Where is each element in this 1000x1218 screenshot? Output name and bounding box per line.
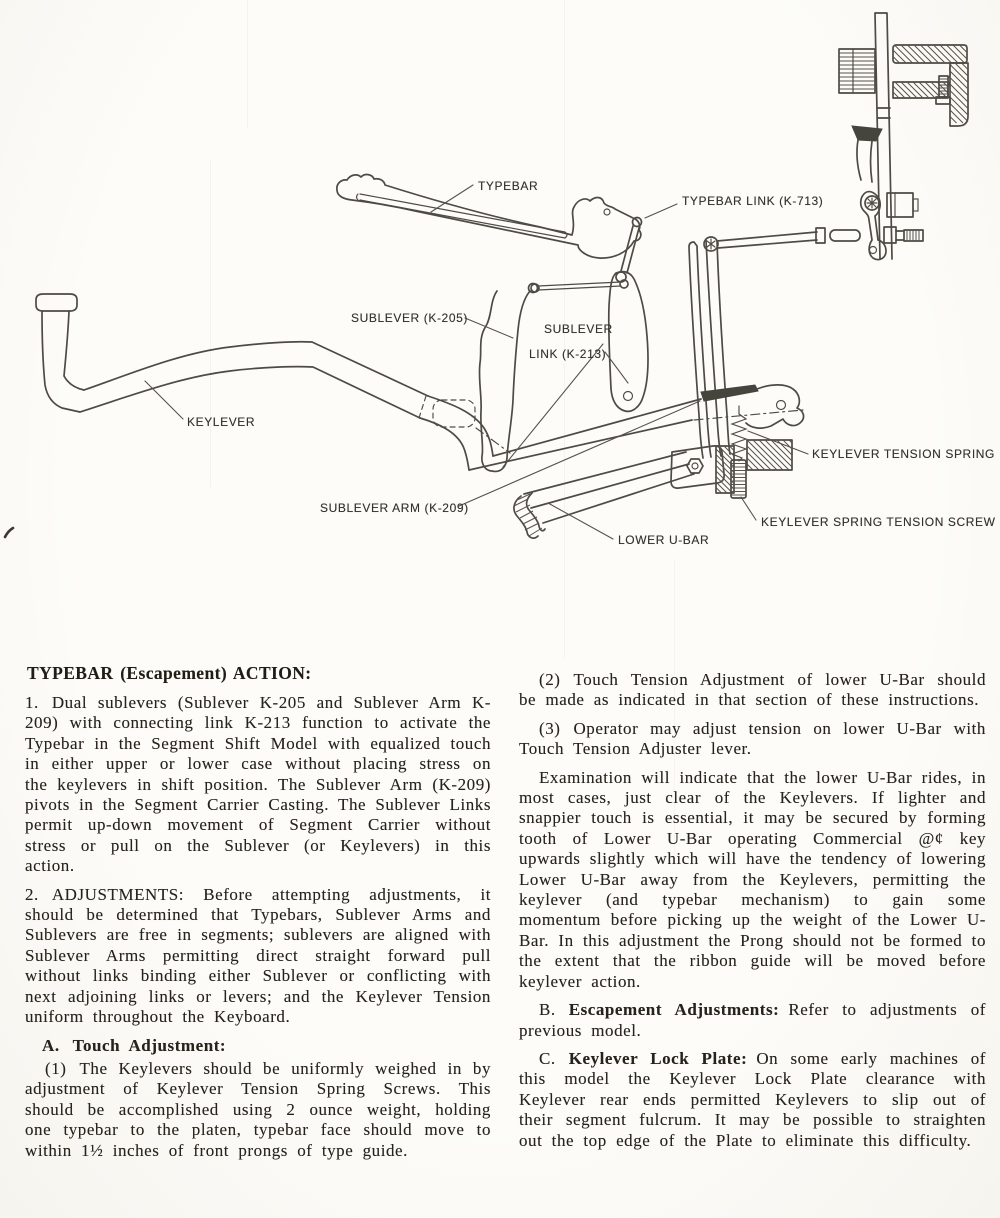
paragraph-c [519,1049,986,1151]
paragraph-2 [25,885,491,1028]
paragraph-text: Touch Tension Adjustment of lower U-Bar should be made as indicated in that section of these instructions. [519,670,986,710]
subheading-a [25,1036,491,1056]
subheading-letter: A. [42,1035,60,1055]
left-column [25,662,491,1169]
lower-u-bar-drawing [514,446,724,538]
subheading-title: Touch Adjustment: [72,1035,227,1055]
pen-mark [5,528,13,537]
paragraph-1 [25,693,491,877]
paragraph-number: (1) [45,1058,67,1078]
paragraph-examination [519,768,986,992]
subheading-letter: B. [539,1000,556,1020]
paragraph-number: (2) [539,670,561,689]
sublever-label: SUBLEVER (K-205) [351,311,468,325]
escapement-mechanism-drawing [839,13,968,260]
sublever-link-label-line1: SUBLEVER [544,322,613,336]
typebar-link-label: TYPEBAR LINK (K-713) [682,194,824,208]
subheading-letter: C. [539,1048,556,1068]
typebar-label: TYPEBAR [478,179,539,193]
sublever-drawing [479,280,628,471]
right-column [519,670,986,1159]
subheading-title: Escapement Adjustments: [568,1000,780,1020]
paragraph-a1 [25,1059,491,1161]
paragraph-number: 1. [25,693,39,712]
paragraph-number: 2. [25,884,39,904]
paragraph-text: Examination will indicate that the lower U-Bar rides, in most cases, just clear of the Keylevers. If lighter and snappier touch is essential, it may be secured by forming tooth of Lower U-Bar operating Commercial @¢ key upwards slightly which will have the tendency of lowering Lower U-Bar away from the Keylevers, permitting the keylever (and typebar mechanism) to gain some momentum before picking up the weight of the Lower U-Bar. In this adjustment the Prong should not be formed to the extent that the ribbon guide will be moved before keylever action. [519,767,986,991]
keylever-label: KEYLEVER [187,415,256,429]
keylever-spring-tension-screw-label: KEYLEVER SPRING TENSION SCREW [761,515,996,529]
paragraph-text: On some early machines of this model the Keylever Lock Plate clearance with Keylever rear ends permitted Keylevers to slip out of their segment fulcrum. It may be possible to straighten out the top edge of the Plate to eliminate this difficulty. [519,1048,986,1150]
paragraph-b [519,1000,986,1041]
paragraph-text: ADJUSTMENTS: Before attempting adjustments, it should be determined that Typebars, Sublever Arms and Sublevers are free in segments; sublevers are aligned with Sublever Arms permitting direct straight forward pull without links binding either Sublever or conflicting with next adjoining links or levers; and the Keylever Tension uniform throughout the Keyboard. [25,884,491,1027]
paragraph-text: Refer to adjustments of previous model. [519,1000,986,1040]
paragraph-a2 [519,670,986,711]
paragraph-text: Dual sublevers (Sublever K-205 and Sublever Arm K-209) with connecting link K-213 function to activate the Typebar in the Segment Shift Model with equalized touch in either upper or lower case without placing stress on the keylevers in shift position. The Sublever Arm (K-209) pivots in the Segment Carrier Casting. The Sublever Links permit up-down movement of Segment Carrier without stress or pull on the Sublever (or Keylevers) in this action. [25,693,492,876]
paragraph-number: (3) [539,718,561,738]
sublever-arm-label: SUBLEVER ARM (K-209) [320,501,469,515]
section-heading: TYPEBAR (Escapement) ACTION: [27,663,312,683]
paragraph-text: The Keylevers should be uniformly weighed in by adjustment of Keylever Tension Spring Screws. This should be accomplished using 2 ounce weight, holding one typebar to the platen, typebar face should move to within 1½ inches of front prongs of type guide. [25,1058,491,1160]
subheading-title: Keylever Lock Plate: [568,1048,748,1068]
keylever-tension-spring-label: KEYLEVER TENSION SPRING [812,447,995,461]
lower-u-bar-label: LOWER U-BAR [618,533,710,547]
paragraph-a3 [519,719,986,760]
sublever-link-label-line2: LINK (K-213) [529,347,607,361]
paragraph-text: Operator may adjust tension on lower U-Bar with Touch Tension Adjuster lever. [519,718,986,759]
sublever-link-drawing [609,272,648,412]
